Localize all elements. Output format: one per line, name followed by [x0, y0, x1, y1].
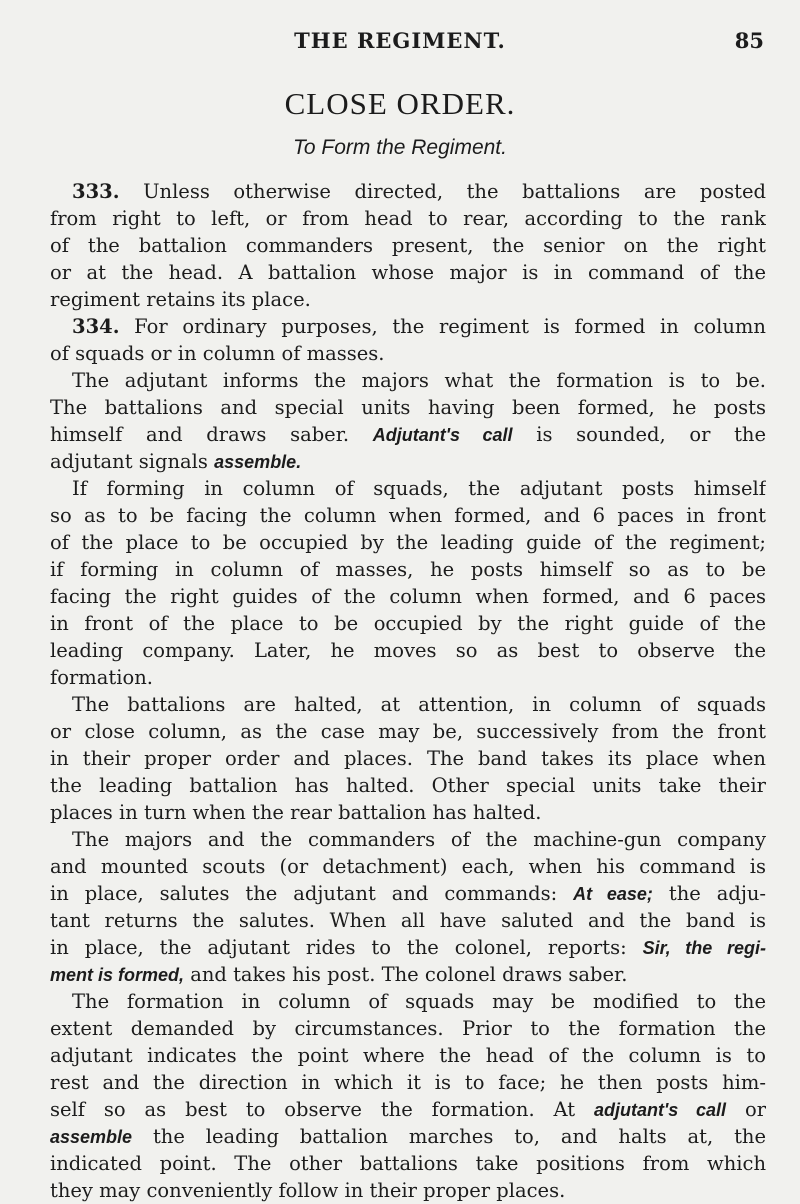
- text-run: himself and draws saber.: [50, 423, 350, 446]
- italic-term: ment is formed,: [50, 965, 185, 985]
- text-line: from right to left, or from head to rear, according to the rank: [50, 207, 766, 230]
- italic-term: Sir, the regi-: [642, 938, 766, 958]
- text-run: the adju-: [668, 882, 766, 905]
- text-line: [50, 1123, 766, 1150]
- text-line: [50, 421, 766, 448]
- text-line: if forming in column of masses, he posts himself so as to be: [50, 558, 766, 581]
- text-line: The battalions and special units having been formed, he posts: [50, 396, 766, 419]
- text-run: in place, salutes the adjutant and commands:: [50, 882, 558, 905]
- paragraph-number: 334.: [72, 315, 120, 338]
- text-run: is sounded, or the: [536, 423, 766, 446]
- paragraph-number: 333.: [72, 180, 120, 203]
- page-header: [0, 28, 800, 60]
- text-run: self so as best to observe the formation. At: [50, 1098, 576, 1121]
- italic-term: assemble.: [214, 452, 302, 472]
- text-run: or: [744, 1098, 766, 1121]
- text-line: adjutant indicates the point where the head of the column is to: [50, 1044, 766, 1067]
- text-line: facing the right guides of the column when formed, and 6 paces: [50, 585, 766, 608]
- text-line: The adjutant informs the majors what the formation is to be.: [72, 369, 766, 392]
- italic-term: assemble: [50, 1127, 133, 1147]
- text-line: in their proper order and places. The band takes its place when: [50, 747, 766, 770]
- text-line: tant returns the salutes. When all have saluted and the band is: [50, 909, 766, 932]
- text-line: they may conveniently follow in their proper places.: [50, 1179, 566, 1202]
- text-line: or at the head. A battalion whose major is in command of the: [50, 261, 766, 284]
- text-line: of the battalion commanders present, the senior on the right: [50, 234, 766, 257]
- italic-term: At ease;: [573, 884, 653, 904]
- body-text: [50, 178, 766, 1204]
- text-run: For ordinary purposes, the regiment is formed in column: [134, 315, 766, 338]
- text-line: [50, 1096, 766, 1123]
- text-line: [50, 961, 766, 988]
- text-run: adjutant signals: [50, 450, 208, 473]
- text-line: [50, 178, 766, 205]
- text-line: in front of the place to be occupied by the right guide of the: [50, 612, 766, 635]
- text-line: the leading battalion has halted. Other special units take their: [50, 774, 766, 797]
- section-title: CLOSE ORDER.: [284, 86, 516, 121]
- text-line: regiment retains its place.: [50, 288, 311, 311]
- text-line: places in turn when the rear battalion has halted.: [50, 801, 542, 824]
- text-line: The battalions are halted, at attention, in column of squads: [72, 693, 766, 716]
- text-line: formation.: [50, 666, 153, 689]
- text-line: indicated point. The other battalions take positions from which: [50, 1152, 766, 1175]
- running-title: THE REGIMENT.: [294, 28, 506, 53]
- text-line: of the place to be occupied by the leading guide of the regiment;: [50, 531, 766, 554]
- text-line: or close column, as the case may be, successively from the front: [50, 720, 766, 743]
- text-line: and mounted scouts (or detachment) each, when his command is: [50, 855, 766, 878]
- text-line: so as to be facing the column when formed, and 6 paces in front: [50, 504, 766, 527]
- text-line: The majors and the commanders of the machine-gun company: [72, 828, 766, 851]
- section-subtitle: To Form the Regiment.: [293, 136, 507, 159]
- text-line: [50, 934, 766, 961]
- text-line: extent demanded by circumstances. Prior to the formation the: [50, 1017, 766, 1040]
- text-run: and takes his post. The colonel draws saber.: [190, 963, 628, 986]
- page-number: 85: [734, 28, 764, 53]
- text-line: If forming in column of squads, the adjutant posts himself: [72, 477, 766, 500]
- text-run: in place, the adjutant rides to the colonel, reports:: [50, 936, 627, 959]
- text-line: The formation in column of squads may be modified to the: [72, 990, 766, 1013]
- text-run: Unless otherwise directed, the battalions are posted: [143, 180, 766, 203]
- text-line: leading company. Later, he moves so as best to observe the: [50, 639, 766, 662]
- text-line: rest and the direction in which it is to face; he then posts him-: [50, 1071, 766, 1094]
- text-line: [50, 313, 766, 340]
- text-line: [50, 448, 766, 475]
- italic-term: Adjutant's call: [372, 425, 513, 445]
- italic-term: adjutant's call: [594, 1100, 727, 1120]
- text-line: [50, 880, 766, 907]
- text-run: the leading battalion marches to, and halts at, the: [152, 1125, 766, 1148]
- text-line: of squads or in column of masses.: [50, 342, 385, 365]
